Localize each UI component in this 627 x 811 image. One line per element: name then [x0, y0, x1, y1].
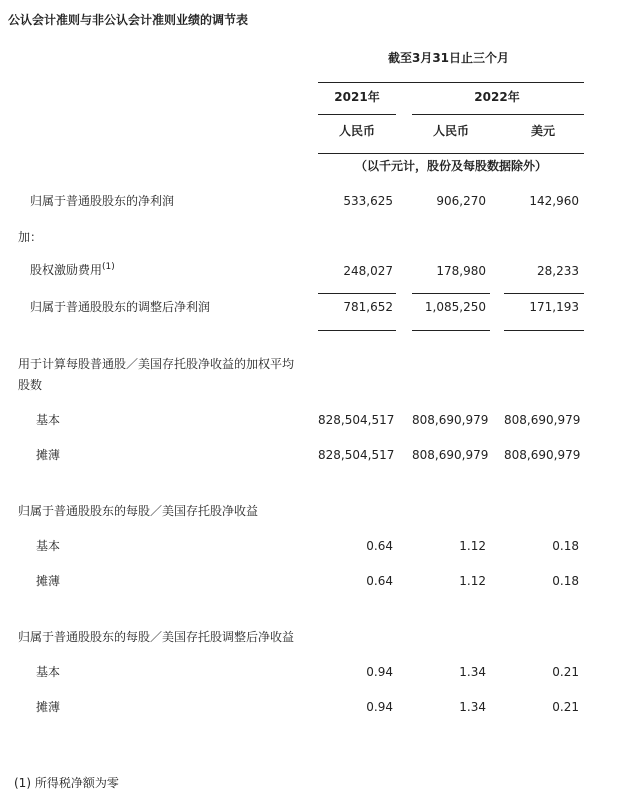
adj-eps-basic-2022-usd: 0.21	[552, 665, 579, 679]
adj-eps-diluted-2022-rmb: 1.34	[459, 700, 486, 714]
year-2022-header: 2022年	[474, 90, 520, 104]
year-rule-2022	[412, 114, 584, 115]
net-income-2021: 533,625	[343, 194, 393, 208]
currency-rule	[318, 153, 584, 154]
adj-eps-diluted-2022-usd: 0.21	[552, 700, 579, 714]
currency-rmb-2021: 人民币	[338, 124, 375, 138]
shares-diluted-label: 摊薄	[36, 448, 61, 462]
sbc-2021: 248,027	[343, 264, 393, 278]
eps-diluted-label: 摊薄	[36, 574, 61, 588]
adj-eps-diluted-label: 摊薄	[36, 700, 61, 714]
add-label: 加：	[18, 230, 43, 244]
shares-section-label-2: 股数	[18, 378, 43, 392]
footnote: (1) 所得税净额为零	[14, 776, 119, 790]
adj-eps-basic-2022-rmb: 1.34	[459, 665, 486, 679]
shares-basic-label: 基本	[36, 413, 61, 427]
currency-rmb-2022: 人民币	[432, 124, 469, 138]
shares-diluted-2022-usd: 808,690,979	[504, 448, 581, 462]
shares-basic-2022-rmb: 808,690,979	[412, 413, 489, 427]
eps-basic-label: 基本	[36, 539, 61, 553]
sbc-footnote-ref: (1)	[102, 262, 115, 272]
sum-rule-bottom-2022-rmb	[412, 330, 490, 331]
sbc-2022-usd: 28,233	[537, 264, 579, 278]
eps-basic-2022-usd: 0.18	[552, 539, 579, 553]
year-rule-2021	[318, 114, 396, 115]
net-income-label: 归属于普通股股东的净利润	[30, 194, 175, 208]
adj-net-income-2022-rmb: 1,085,250	[424, 300, 486, 314]
header-rule-top	[318, 82, 584, 83]
sum-rule-top-2022-rmb	[412, 293, 490, 294]
units-note: （以千元计，股份及每股数据除外）	[354, 159, 547, 173]
adj-net-income-2022-usd: 171,193	[529, 300, 579, 314]
sbc-label	[30, 262, 115, 278]
adj-eps-diluted-2021: 0.94	[366, 700, 393, 714]
shares-diluted-2022-rmb: 808,690,979	[412, 448, 489, 462]
net-income-2022-usd: 142,960	[529, 194, 579, 208]
currency-usd-2022: 美元	[530, 124, 555, 138]
sbc-2022-rmb: 178,980	[436, 264, 486, 278]
sbc-label-text: 股权激励费用	[30, 263, 103, 277]
year-2021-header: 2021年	[334, 90, 380, 104]
sum-rule-bottom-2021	[318, 330, 396, 331]
period-header: 截至3月31日止三个月	[387, 51, 510, 65]
page-title: 公认会计准则与非公认会计准则业绩的调节表	[8, 13, 249, 27]
eps-diluted-2022-rmb: 1.12	[459, 574, 486, 588]
eps-section-label: 归属于普通股股东的每股／美国存托股净收益	[18, 504, 259, 518]
adj-eps-basic-2021: 0.94	[366, 665, 393, 679]
eps-basic-2021: 0.64	[366, 539, 393, 553]
adj-net-income-label: 归属于普通股股东的调整后净利润	[30, 300, 211, 314]
eps-basic-2022-rmb: 1.12	[459, 539, 486, 553]
adj-net-income-2021: 781,652	[343, 300, 393, 314]
sum-rule-top-2022-usd	[504, 293, 584, 294]
sum-rule-top-2021	[318, 293, 396, 294]
net-income-2022-rmb: 906,270	[436, 194, 486, 208]
sum-rule-bottom-2022-usd	[504, 330, 584, 331]
shares-section-label-1: 用于计算每股普通股／美国存托股净收益的加权平均	[18, 357, 295, 371]
shares-diluted-2021: 828,504,517	[318, 448, 395, 462]
eps-diluted-2022-usd: 0.18	[552, 574, 579, 588]
shares-basic-2021: 828,504,517	[318, 413, 395, 427]
adj-eps-section-label: 归属于普通股股东的每股／美国存托股调整后净收益	[18, 630, 295, 644]
eps-diluted-2021: 0.64	[366, 574, 393, 588]
adj-eps-basic-label: 基本	[36, 665, 61, 679]
shares-basic-2022-usd: 808,690,979	[504, 413, 581, 427]
